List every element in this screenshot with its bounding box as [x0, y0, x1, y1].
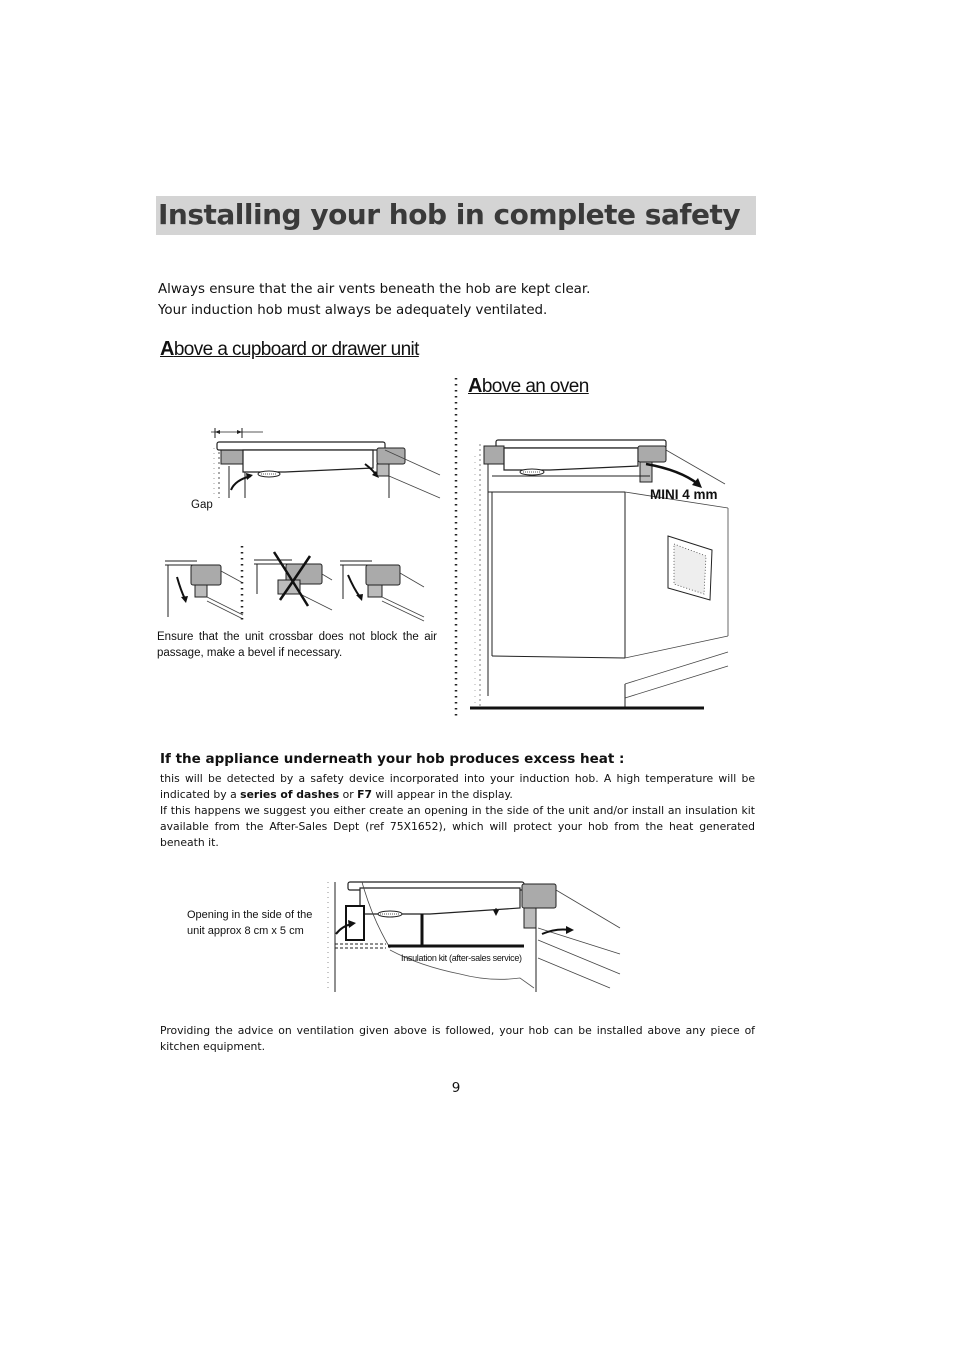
- crossbar-diagram-2-incorrect: [252, 550, 332, 615]
- page-title: Installing your hob in complete safety: [158, 198, 741, 231]
- p1-bold-f7: F7: [357, 788, 372, 801]
- excess-heat-paragraph-2: If this happens we suggest you either create an opening in the side of the unit and/or install an insulation kit available from the After-Sales Dept (ref 75X1652), which will protect your hob from the heat generated beneath it.: [160, 804, 755, 849]
- p1-part3: will appear in the display.: [372, 788, 513, 801]
- cupboard-gap-diagram: [205, 420, 445, 505]
- p1-part2: or: [339, 788, 358, 801]
- opening-label-line-1: Opening in the side of the: [187, 909, 313, 921]
- p1-bold-dashes: series of dashes: [240, 788, 340, 801]
- crossbar-divider: [238, 546, 246, 622]
- oven-diagram: [470, 436, 735, 716]
- section-divider: [450, 378, 462, 718]
- opening-label-line-2: unit approx 8 cm x 5 cm: [187, 925, 304, 937]
- intro-line-1: Always ensure that the air vents beneath the hob are kept clear.: [158, 282, 591, 297]
- crossbar-diagram-1: [163, 555, 243, 620]
- p1-part1: this will be detected by a safety device incorporated into your induction hob. A high temperature will be indicated by a: [160, 772, 755, 801]
- insulation-diagram: [320, 878, 632, 996]
- insulation-kit-label: Insulation kit (after-sales service): [401, 953, 522, 963]
- excess-heat-paragraph-1: [160, 771, 755, 803]
- excess-heat-heading: If the appliance underneath your hob produces excess heat :: [160, 751, 625, 767]
- crossbar-diagram-3: [338, 555, 428, 620]
- mini-gap-label: MINI 4 mm: [650, 487, 718, 502]
- opening-label: [187, 907, 312, 939]
- oven-heading-cap: A: [468, 375, 482, 397]
- page-number: 9: [451, 1080, 461, 1096]
- crossbar-caption: Ensure that the unit crossbar does not block the air passage, make a bevel if necessary.: [157, 631, 437, 659]
- cupboard-heading-rest: bove a cupboard or drawer unit: [173, 339, 419, 360]
- oven-heading: [468, 375, 589, 398]
- gap-label: Gap: [191, 499, 213, 511]
- cupboard-heading: [160, 338, 419, 361]
- intro-line-2: Your induction hob must always be adequately ventilated.: [158, 303, 548, 318]
- cupboard-heading-cap: A: [160, 338, 174, 360]
- footer-paragraph: Providing the advice on ventilation given above is followed, your hob can be installed above any piece of kitchen equipment.: [160, 1024, 755, 1053]
- oven-heading-rest: bove an oven: [481, 376, 589, 397]
